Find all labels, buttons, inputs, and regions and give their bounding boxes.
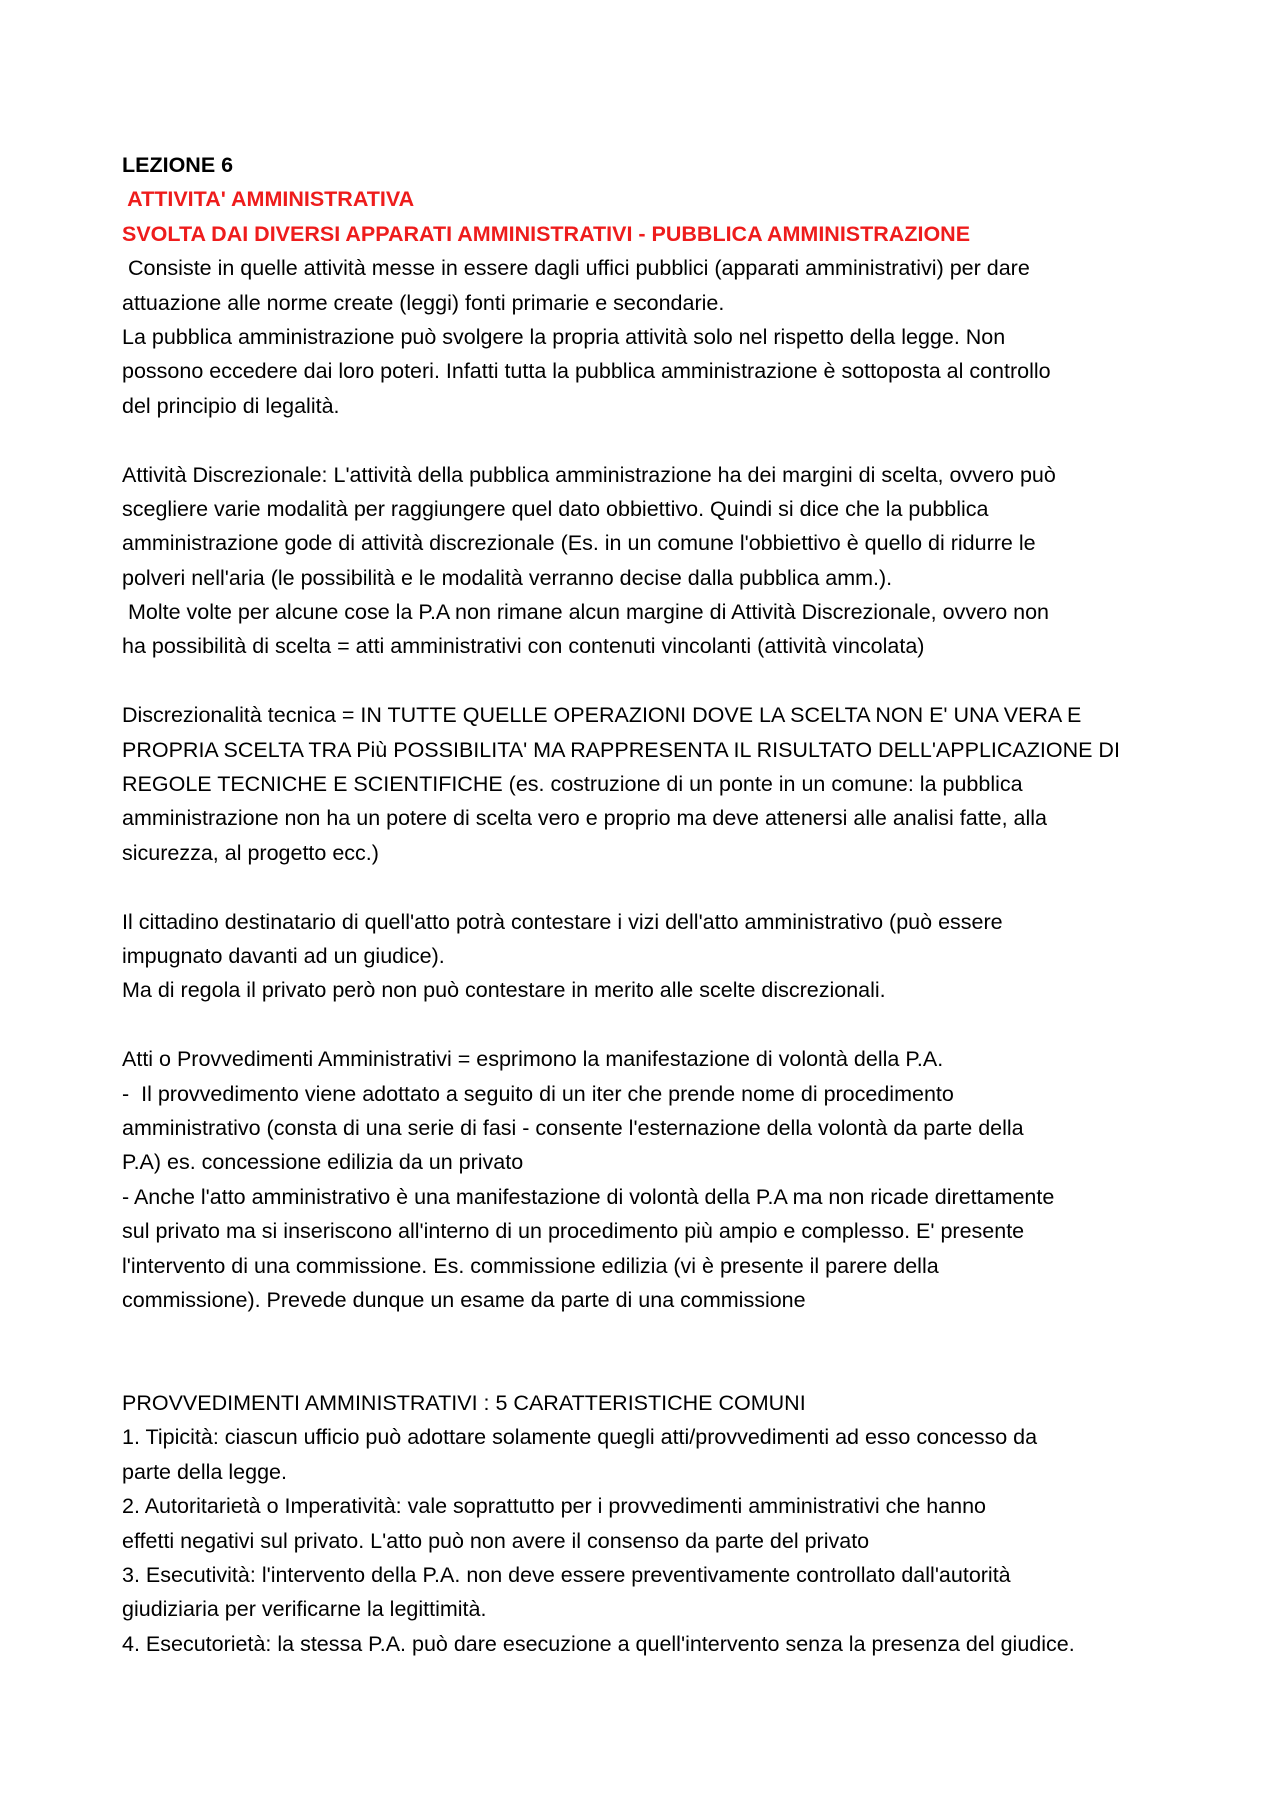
list-heading: PROVVEDIMENTI AMMINISTRATIVI : 5 CARATTERISTICHE COMUNI bbox=[122, 1391, 806, 1416]
text-line: - Il provvedimento viene adottato a seguito di un iter che prende nome di procedimento bbox=[122, 1081, 954, 1106]
spacer bbox=[122, 1317, 1182, 1386]
discrezionale-paragraph bbox=[122, 458, 1182, 664]
atti-paragraph bbox=[122, 1042, 1182, 1317]
text-line: scegliere varie modalità per raggiungere quel dato obbiettivo. Quindi si dice che la pubblica bbox=[122, 496, 989, 521]
spacer bbox=[122, 423, 1182, 457]
lesson-heading: LEZIONE 6 bbox=[122, 153, 234, 177]
text-line: amministrazione non ha un potere di scelta vero e proprio ma deve attenersi alle analisi fatte, alla bbox=[122, 806, 1048, 831]
text-line: sicurezza, al progetto ecc.) bbox=[122, 840, 379, 865]
text-line: Consiste in quelle attività messe in essere dagli uffici pubblici (apparati amministrativi) per dare bbox=[122, 256, 1030, 281]
text-line: ha possibilità di scelta = atti amministrativi con contenuti vincolanti (attività vincolata) bbox=[122, 634, 925, 659]
text-line: amministrazione gode di attività discrezionale (Es. in un comune l'obbiettivo è quello di ridurre le bbox=[122, 531, 1036, 556]
text-line: possono eccedere dai loro poteri. Infatti tutta la pubblica amministrazione è sottoposta al controllo bbox=[122, 359, 1051, 384]
list-item: parte della legge. bbox=[122, 1459, 287, 1484]
text-line: P.A) es. concessione edilizia da un privato bbox=[122, 1150, 524, 1175]
text-line: commissione). Prevede dunque un esame da parte di una commissione bbox=[122, 1287, 806, 1312]
section-subtitle: SVOLTA DAI DIVERSI APPARATI AMMINISTRATIVI - PUBBLICA AMMINISTRAZIONE bbox=[122, 221, 971, 246]
text-line: Molte volte per alcune cose la P.A non rimane alcun margine di Attività Discrezionale, ovvero non bbox=[122, 600, 1049, 625]
text-line: l'intervento di una commissione. Es. commissione edilizia (vi è presente il parere della bbox=[122, 1253, 939, 1278]
list-item: 3. Esecutività: l'intervento della P.A. non deve essere preventivamente controllato dall'autorità bbox=[122, 1563, 1011, 1588]
list-item: effetti negativi sul privato. L'atto può non avere il consenso da parte del privato bbox=[122, 1528, 870, 1553]
text-line: amministrativo (consta di una serie di fasi - consente l'esternazione della volontà da parte della bbox=[122, 1115, 1024, 1140]
text-line: - Anche l'atto amministrativo è una manifestazione di volontà della P.A ma non ricade direttamente bbox=[122, 1184, 1055, 1209]
spacer bbox=[122, 870, 1182, 904]
cittadino-paragraph bbox=[122, 905, 1182, 1008]
text-line: PROPRIA SCELTA TRA Più POSSIBILITA' MA RAPPRESENTA IL RISULTATO DELL'APPLICAZIONE DI bbox=[122, 737, 1120, 762]
caratteristiche-list bbox=[122, 1386, 1182, 1661]
text-line: sul privato ma si inseriscono all'interno di un procedimento più ampio e complesso. E' presente bbox=[122, 1219, 1025, 1244]
spacer bbox=[122, 664, 1182, 698]
spacer bbox=[122, 1008, 1182, 1042]
list-item: 2. Autoritarietà o Imperatività: vale soprattutto per i provvedimenti amministrativi che hanno bbox=[122, 1494, 986, 1519]
text-line: impugnato davanti ad un giudice). bbox=[122, 943, 445, 968]
text-line: Il cittadino destinatario di quell'atto potrà contestare i vizi dell'atto amministrativo (può essere bbox=[122, 909, 1003, 934]
text-line: La pubblica amministrazione può svolgere la propria attività solo nel rispetto della legge. Non bbox=[122, 324, 1006, 349]
text-line: REGOLE TECNICHE E SCIENTIFICHE (es. costruzione di un ponte in un comune: la pubblica bbox=[122, 772, 1023, 797]
intro-paragraph bbox=[122, 251, 1182, 423]
text-line: attuazione alle norme create (leggi) fonti primarie e secondarie. bbox=[122, 290, 725, 315]
tecnica-paragraph bbox=[122, 698, 1182, 870]
section-title: ATTIVITA' AMMINISTRATIVA bbox=[122, 187, 415, 212]
text-line: del principio di legalità. bbox=[122, 393, 340, 418]
text-line: Ma di regola il privato però non può contestare in merito alle scelte discrezionali. bbox=[122, 978, 886, 1003]
text-line: Discrezionalità tecnica = IN TUTTE QUELLE OPERAZIONI DOVE LA SCELTA NON E' UNA VERA E bbox=[122, 703, 1082, 728]
list-item: giudiziaria per verificarne la legittimità. bbox=[122, 1597, 487, 1622]
text-line: Atti o Provvedimenti Amministrativi = esprimono la manifestazione di volontà della P.A. bbox=[122, 1047, 944, 1072]
list-item: 4. Esecutorietà: la stessa P.A. può dare esecuzione a quell'intervento senza la presenza del giudice. bbox=[122, 1631, 1075, 1656]
text-line: Attività Discrezionale: L'attività della pubblica amministrazione ha dei margini di scelta, ovvero può bbox=[122, 462, 1056, 487]
text-line: polveri nell'aria (le possibilità e le modalità verranno decise dalla pubblica amm.). bbox=[122, 565, 893, 590]
list-item: 1. Tipicità: ciascun ufficio può adottare solamente quegli atti/provvedimenti ad esso concesso da bbox=[122, 1425, 1038, 1450]
document-page bbox=[122, 148, 1182, 1661]
